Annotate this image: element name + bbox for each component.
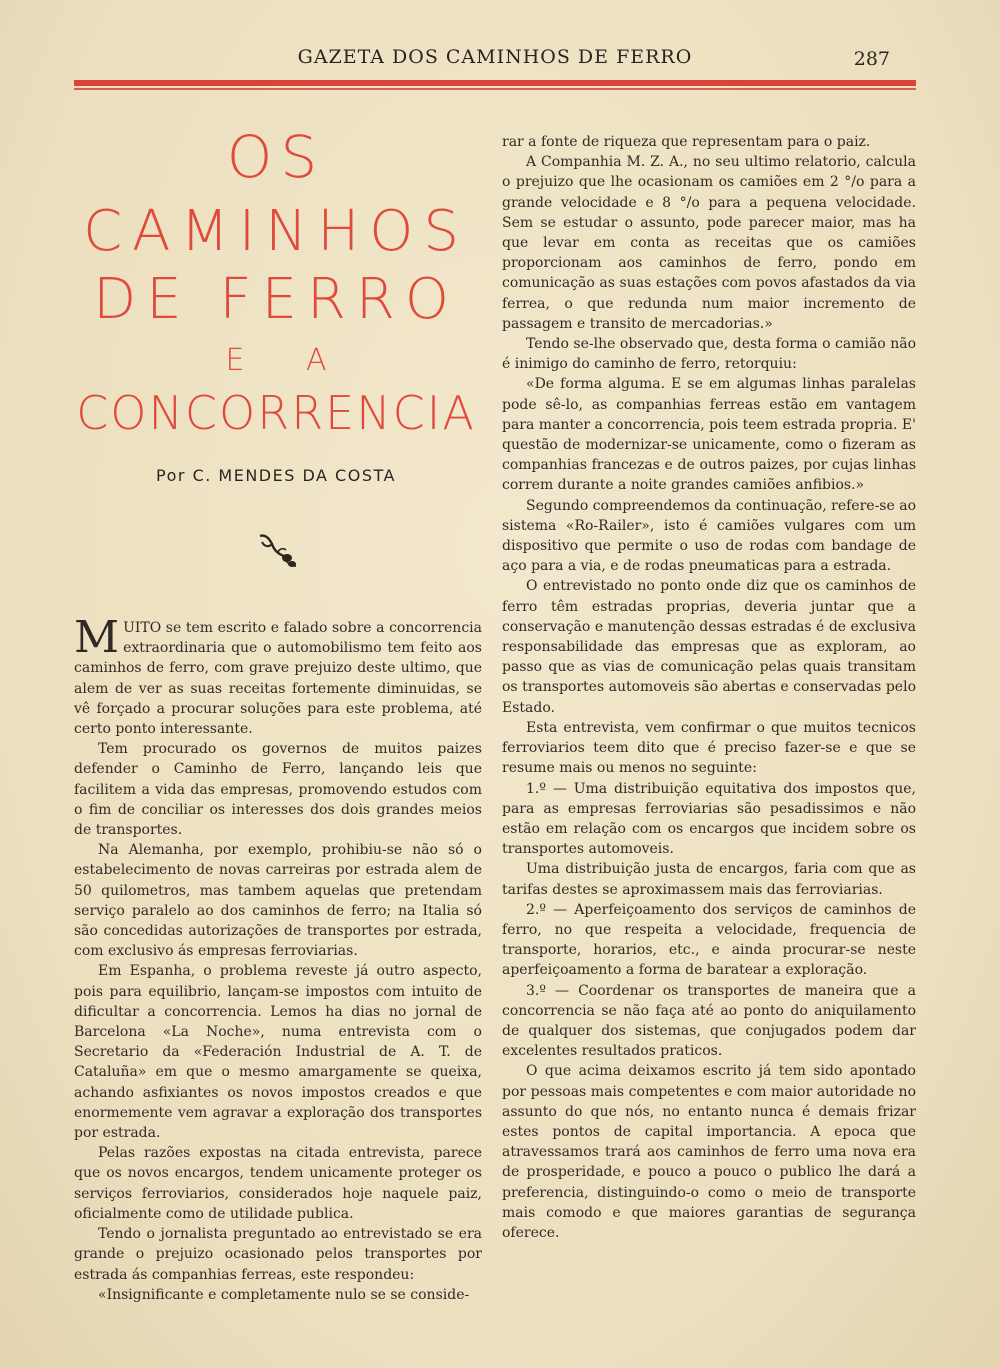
- paragraph: Tendo se-lhe observado que, desta forma o camião não é inimigo do caminho de ferro, retorquiu:: [502, 336, 916, 373]
- title-line-3: DE FERRO: [93, 267, 459, 332]
- publication-title: GAZETA DOS CAMINHOS DE FERRO: [297, 46, 693, 68]
- left-column: [74, 612, 482, 1305]
- right-column: [502, 132, 916, 1243]
- paragraph: A Companhia M. Z. A., no seu ultimo relatorio, calcula o prejuizo que lhe ocasionam os camiões em 2 °/o para a grande velocidade e 8 °/o para a pequena velocidade. Sem se estudar o assunto, pode parecer maior, mas ha que levar em conta as receitas que os camiões proporcionam aos caminhos de ferro, pondo em comunicação as suas estações com povos afastados da via ferrea, o que redunda num maior incremento de passagem e transito de mercadorias.»: [502, 154, 916, 332]
- paragraph: Uma distribuição justa de encargos, faria com que as tarifas destes se aproximassem mais das ferroviarias.: [502, 861, 916, 898]
- floral-sprig-icon: [256, 530, 300, 570]
- paragraph: Pelas razões expostas na citada entrevista, parece que os novos encargos, tendem unicamente proteger os serviços ferroviarios, considerados hoje naquele paiz, oficialmente como de utilidade publica.: [74, 1145, 482, 1222]
- paragraph: 3.º — Coordenar os transportes de maneira que a concorrencia se não faça até ao ponto do aniquilamento de qualquer dos sistemas, que conjugados podem dar excelentes resultados praticos.: [502, 982, 916, 1060]
- header-rule-thick: [74, 80, 916, 86]
- paragraph: Na Alemanha, por exemplo, prohibiu-se não só o estabelecimento de novas carreiras por estrada alem de 50 quilometros, mas tambem aquelas que pretendam serviço paralelo ao dos caminhos de ferro; na Italia só são concedidas autorizações de transportes por estrada, com exclusivo ás empresas ferroviarias.: [74, 842, 482, 960]
- paragraph: 1.º — Uma distribuição equitativa dos impostos que, para as empresas ferroviarias são pesadissimos e não estão em relação com os encargos que incidem sobre os transportes automoveis.: [502, 780, 916, 858]
- drop-cap: M: [74, 612, 120, 663]
- paragraph: 2.º — Aperfeiçoamento dos serviços de caminhos de ferro, no que respeita a velocidade, frequencia de transporte, horarios, etc., e ainda procurar-se neste aperfeiçoamento a forma de baratear a exploração.: [502, 901, 916, 979]
- paragraph: Segundo compreendemos da continuação, refere-se ao sistema «Ro-Railer», isto é camiões vulgares com um dispositivo que permite o uso de rodas com bandage de aço para a via, e de rodas pneumaticas para a estrada.: [502, 497, 916, 575]
- paragraph: Esta entrevista, vem confirmar o que muitos tecnicos ferroviarios teem dito que é preciso fazer-se e que se resume mais ou menos no seguinte:: [502, 719, 916, 777]
- paragraph: Tem procurado os governos de muitos paizes defender o Caminho de Ferro, lançando leis que facilitem a vida das empresas, promovendo estudos com o fim de conciliar os interesses dos dois grandes meios de transportes.: [74, 741, 482, 839]
- paragraph: «De forma alguma. E se em algumas linhas paralelas pode sê-lo, as companhias ferreas estão em vantagem para manter a concorrencia, pois teem estrada propria. E' questão de modernizar-se unicamente, como o fizeram as companhias francezas e de outros paizes, por cujas linhas correm durante a noite grandes camiões anfibios.»: [502, 376, 916, 494]
- running-header: [74, 44, 916, 72]
- paragraph: Tendo o jornalista preguntado ao entrevistado se era grande o prejuizo ocasionado pelos transportes por estrada ás companhias ferreas, este respondeu:: [74, 1226, 482, 1283]
- title-line-2: CAMINHOS: [83, 199, 469, 264]
- paragraph: rar a fonte de riqueza que representam para o paiz.: [502, 134, 871, 150]
- title-line-4: E A: [225, 343, 353, 378]
- article-title: [66, 123, 486, 440]
- paragraph: O entrevistado no ponto onde diz que os caminhos de ferro têm estradas proprias, deveria juntar que a conservação e manutenção dessas estradas é de exclusiva responsabilidade das empresas que as exploram, ao passo que as vias de comunicação pelas quais transitam os transportes automoveis são abertas e conservadas pelo Estado.: [502, 578, 916, 716]
- title-line-5: CONCORRENCIA: [76, 386, 476, 440]
- paragraph: MUITO se tem escrito e falado sobre a concorrencia extraordinaria que o automobilismo tem feito aos caminhos de ferro, com grave prejuizo deste ultimo, que alem de ver as suas receitas fortemente diminuidas, se vê forçado a procurar soluções para este problema, até certo ponto interessante.: [74, 612, 482, 738]
- paragraph: «Insignificante e completamente nulo se se conside-: [98, 1286, 470, 1303]
- author-byline: Por C. MENDES DA COSTA: [156, 466, 396, 485]
- header-rule-thin: [74, 88, 916, 90]
- paragraph: Em Espanha, o problema reveste já outro aspecto, pois para equilibrio, lançam-se impostos com intuito de dificultar a concorrencia. Lemos ha dias no jornal de Barcelona «La Noche», numa entrevista com o Secretario da «Federación Industrial de A. T. de Cataluña» em que o mesmo amargamente se queixa, achando asfixiantes os novos impostos creados e que enormemente vem agravar a exploração dos transportes por estrada.: [74, 963, 482, 1142]
- paragraph: O que acima deixamos escrito já tem sido apontado por pessoas mais competentes e com maior autoridade no assunto do que nós, no entanto nunca é demais frizar estes pontos de capital importancia. A epoca que atravessamos trará aos caminhos de ferro uma nova era de prosperidade, e pouco a pouco o publico lhe dará a preferencia, distinguindo-o como o meio de transporte mais comodo e que maiores garantias de segurança oferece.: [502, 1063, 916, 1241]
- title-line-1: OS: [226, 123, 326, 191]
- page-number: 287: [853, 48, 890, 70]
